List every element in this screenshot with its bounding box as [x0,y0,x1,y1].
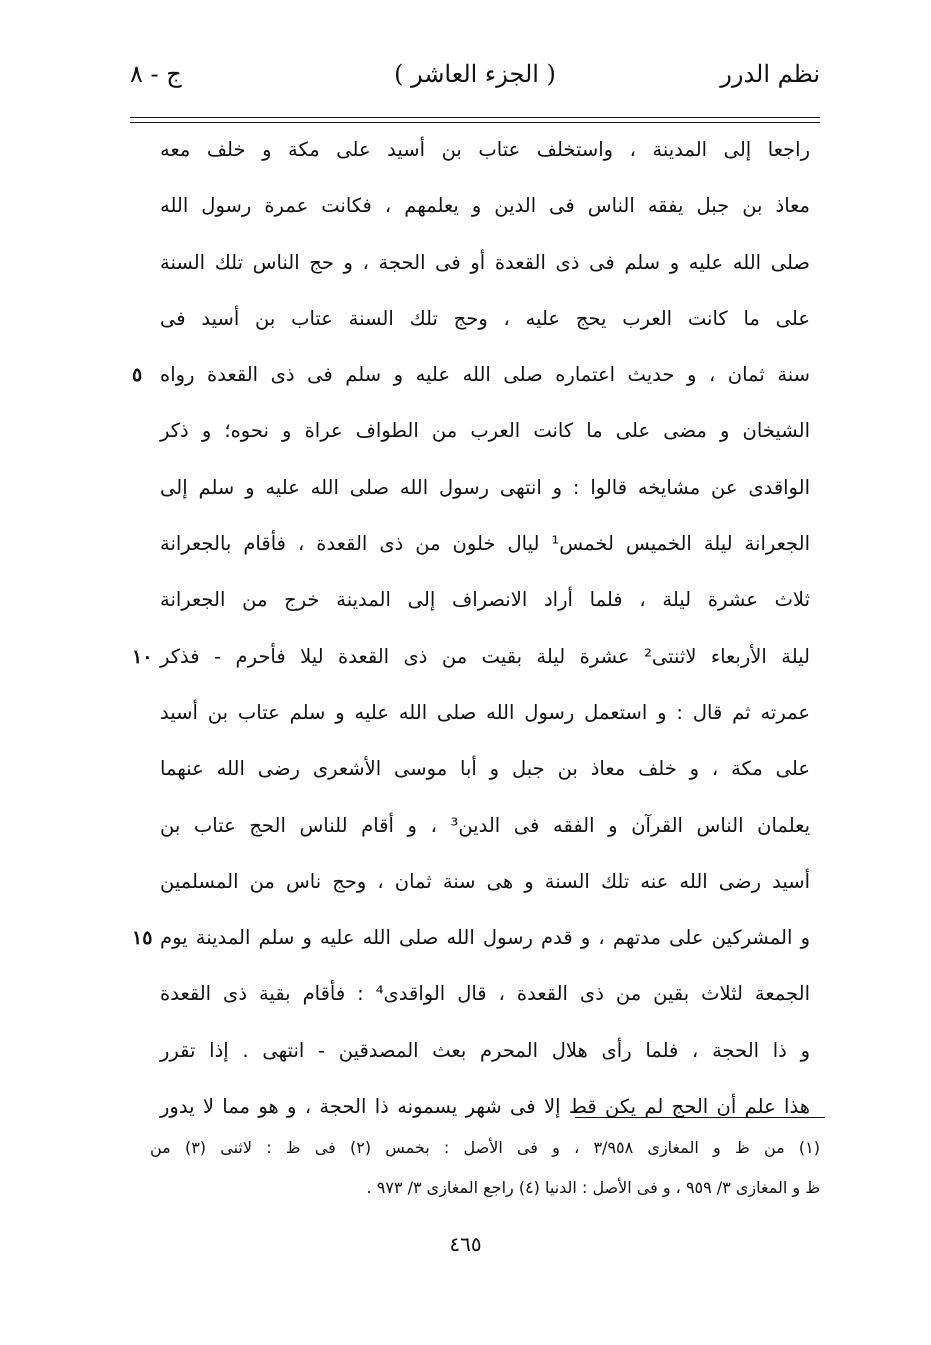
text-line [160,685,810,741]
part-title: ( الجزء العاشر ) [394,60,556,88]
text-line [160,460,810,516]
text-line [160,798,810,854]
line-text: على مكة ، و خلف معاذ بن جبل و أبا موسى الأشعرى رضى الله عنهما [160,757,810,781]
text-line [132,629,810,685]
text-line [160,854,810,910]
line-number-marker: ١٥ [132,927,153,950]
line-text: و المشركين على مدتهم ، و قدم رسول الله صلى الله عليه و سلم المدينة يوم [160,926,810,950]
volume-label: ج - ٨ [130,60,182,88]
footnote-line: ظ و المغازى ٣/ ٩٥٩ ، و فى الأصل : الدنيا (٤) راجع المغازى ٣/ ٩٧٣ . [366,1178,820,1197]
text-line [132,347,810,403]
text-line [160,403,810,459]
line-text: الشيخان و مضى على ما كانت العرب من الطواف عراة و نحوه؛ و ذكر [160,419,810,443]
line-text: راجعا إلى المدينة ، واستخلف عتاب بن أسيد على مكة و خلف معه [160,138,810,161]
text-line [160,1023,810,1079]
text-line [160,291,810,347]
line-text: سنة ثمان ، و حديث اعتماره صلى الله عليه و سلم فى ذى القعدة رواه [160,363,810,387]
text-line [160,235,810,291]
line-text: أسيد رضى الله عنه تلك السنة و هى سنة ثمان ، وحج ناس من المسلمين [160,869,810,893]
line-text: و ذا الحجة ، فلما رأى هلال المحرم بعث المصدقين - انتهى . إذا تقرر [160,1038,810,1062]
text-line [132,910,810,966]
line-number-marker: ٥ [132,364,143,387]
footnotes [150,1128,820,1208]
line-number-marker: ١٠ [132,645,153,668]
line-text: معاذ بن جبل يفقه الناس فى الدين و يعلمهم ، فكانت عمرة رسول الله [160,194,810,218]
text-line [160,1079,810,1135]
text-line [160,178,810,234]
line-text: الجمعة لثلاث بقين من ذى القعدة ، قال الواقدى⁴ : فأقام بقية ذى القعدة [160,982,810,1006]
running-header [130,52,820,102]
text-line [160,516,810,572]
line-text: هذا علم أن الحج لم يكن قط إلا فى شهر يسمونه ذا الحجة ، و هو مما لا يدور [160,1095,810,1119]
line-text: الجعرانة ليلة الخميس لخمس¹ ليال خلون من ذى القعدة ، فأقام بالجعرانة [160,532,810,556]
footnote-separator [575,1117,825,1118]
text-line [160,122,810,178]
book-title: نظم الدرر [720,60,820,88]
line-text: يعلمان الناس القرآن و الفقه فى الدين³ ، و أقام للناس الحج عتاب بن [160,813,810,837]
footnote-line: (١) من ظ و المغازى ٣/٩٥٨ ، و فى الأصل : بخمس (٢) فى ظ : لاثنى (٣) من [150,1138,821,1157]
line-text: الواقدى عن مشايخه قالوا : و انتهى رسول الله صلى الله عليه و سلم إلى [160,475,810,499]
line-text: صلى الله عليه و سلم فى ذى القعدة أو فى الحجة ، و حج الناس تلك السنة [160,250,810,274]
text-line [160,572,810,628]
line-text: ثلاث عشرة ليلة ، فلما أراد الانصراف إلى المدينة خرج من الجعرانة [160,588,810,612]
line-text: عمرته ثم قال : و استعمل رسول الله صلى الله عليه و سلم عتاب بن أسيد [160,700,810,724]
page-number: ٤٦٥ [449,1232,482,1256]
main-text [132,122,810,1135]
text-line [160,741,810,797]
header-rule-top [130,117,820,118]
text-line [160,966,810,1022]
line-text: ليلة الأربعاء لاثنتى² عشرة ليلة بقيت من ذى القعدة ليلا فأحرم - فذكر [160,644,810,668]
line-text: على ما كانت العرب يحج عليه ، وحج تلك السنة عتاب بن أسيد فى [160,306,810,330]
